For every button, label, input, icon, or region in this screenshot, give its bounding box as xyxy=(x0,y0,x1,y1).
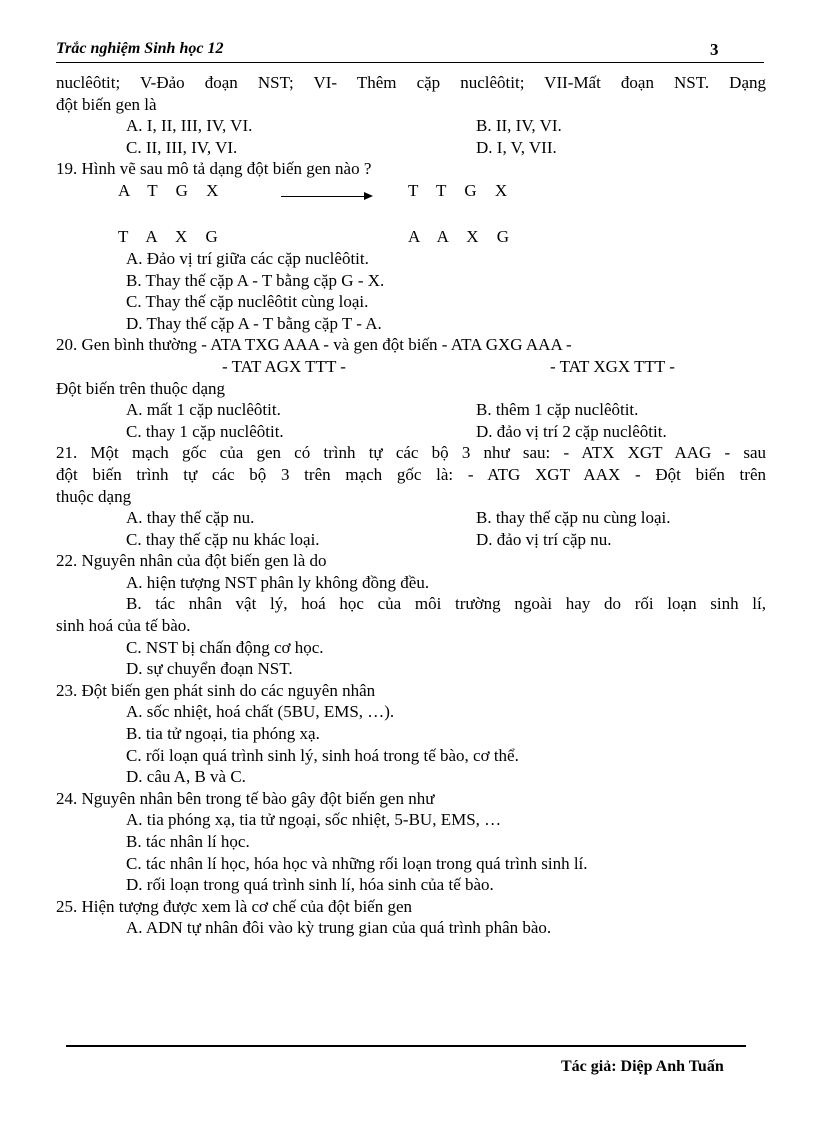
q21-line3: thuộc dạng xyxy=(56,486,132,506)
q25-option-a: A. ADN tự nhân đôi vào kỳ trung gian của quá trình phân bào. xyxy=(126,918,552,938)
q20-option-a: A. mất 1 cặp nuclêôtit. xyxy=(126,400,281,420)
page-header xyxy=(56,36,764,63)
q18-line1: nuclêôtit; V-Đảo đoạn NST; VI- Thêm cặp nuclêôtit; VII-Mất đoạn NST. Dạng xyxy=(56,73,766,92)
q20-option-d: D. đảo vị trí 2 cặp nuclêôtit. xyxy=(476,421,667,441)
q22-stem: 22. Nguyên nhân của đột biến gen là do xyxy=(56,551,327,571)
q25-stem: 25. Hiện tượng được xem là cơ chế của đột biến gen xyxy=(56,896,413,916)
q19-dna-top xyxy=(56,180,766,206)
document-body xyxy=(56,72,766,939)
q21-options-cd xyxy=(56,529,766,551)
q19-top-right: T T G X xyxy=(408,180,515,200)
q19-bottom-left: T A X G xyxy=(118,226,225,246)
q21-options-ab xyxy=(56,507,766,529)
q20-options-cd xyxy=(56,421,766,443)
footer-author: Tác giả: Diệp Anh Tuấn xyxy=(561,1058,724,1075)
q18-option-d: D. I, V, VII. xyxy=(476,137,557,157)
q20-option-c: C. thay 1 cặp nuclêôtit. xyxy=(126,421,284,441)
q23-option-c: C. rối loạn quá trình sinh lý, sinh hoá trong tế bào, cơ thể. xyxy=(126,745,519,765)
q20-options-ab xyxy=(56,399,766,421)
q22-option-c: C. NST bị chấn động cơ học. xyxy=(126,637,324,657)
q20-line2-right: - TAT XGX TTT - xyxy=(550,356,675,376)
q24-option-c: C. tác nhân lí học, hóa học và những rối loạn trong quá trình sinh lí. xyxy=(126,853,588,873)
q21-option-c: C. thay thế cặp nu khác loại. xyxy=(126,529,320,549)
q19-option-a: A. Đảo vị trí giữa các cặp nuclêôtit. xyxy=(126,248,369,268)
q19-option-c: C. Thay thế cặp nuclêôtit cùng loại. xyxy=(126,292,369,312)
q18-option-b: B. II, IV, VI. xyxy=(476,116,562,136)
q21-option-a: A. thay thế cặp nu. xyxy=(126,508,255,528)
q20-stem: 20. Gen bình thường - ATA TXG AAA - và gen đột biến - ATA GXG AAA - xyxy=(56,335,572,355)
q23-stem: 23. Đột biến gen phát sinh do các nguyên nhân xyxy=(56,680,376,700)
q20-line3: Đột biến trên thuộc dạng xyxy=(56,378,226,398)
q22-option-b-line1: B. tác nhân vật lý, hoá học của môi trường ngoài hay do rối loạn sinh lí, xyxy=(126,594,766,614)
q24-option-d: D. rối loạn trong quá trình sinh lí, hóa sinh của tế bào. xyxy=(126,875,494,895)
q23-option-b: B. tia tử ngoại, tia phóng xạ. xyxy=(126,724,320,744)
q19-option-d: D. Thay thế cặp A - T bằng cặp T - A. xyxy=(126,313,382,333)
page-number: 3 xyxy=(710,40,719,59)
q21-line2: đột biến trình tự các bộ 3 trên mạch gốc là: - ATG XGT AAX - Đột biến trên xyxy=(56,464,766,484)
arrow-right-icon xyxy=(281,196,371,197)
q18-option-a: A. I, II, III, IV, VI. xyxy=(126,116,253,136)
q18-options-ab xyxy=(56,115,766,137)
q19-dna-bottom xyxy=(56,226,766,248)
q19-top-left: A T G X xyxy=(118,180,226,200)
q19-bottom-right: A A X G xyxy=(408,226,517,246)
q23-option-a: A. sốc nhiệt, hoá chất (5BU, EMS, …). xyxy=(126,702,395,722)
q19-stem: 19. Hình vẽ sau mô tả dạng đột biến gen nào ? xyxy=(56,159,372,179)
q22-option-b-line2: sinh hoá của tế bào. xyxy=(56,616,191,636)
q21-option-b: B. thay thế cặp nu cùng loại. xyxy=(476,508,671,528)
q24-option-b: B. tác nhân lí học. xyxy=(126,832,250,851)
q18-option-c: C. II, III, IV, VI. xyxy=(126,137,238,157)
q20-line2-left: - TAT AGX TTT - xyxy=(222,356,346,376)
q22-option-a: A. hiện tượng NST phân ly không đồng đều. xyxy=(126,572,430,592)
q20-line2 xyxy=(56,356,766,378)
q22-option-d: D. sự chuyển đoạn NST. xyxy=(126,659,293,679)
q24-stem: 24. Nguyên nhân bên trong tế bào gây đột biến gen như xyxy=(56,788,435,808)
q19-option-b: B. Thay thế cặp A - T bằng cặp G - X. xyxy=(126,270,385,290)
q18-options-cd xyxy=(56,137,766,159)
footer-divider xyxy=(66,1045,746,1047)
q20-option-b: B. thêm 1 cặp nuclêôtit. xyxy=(476,400,639,420)
q24-option-a: A. tia phóng xạ, tia tử ngoại, sốc nhiệt, 5-BU, EMS, … xyxy=(126,810,502,830)
q21-option-d: D. đảo vị trí cặp nu. xyxy=(476,529,612,549)
q21-line1: 21. Một mạch gốc của gen có trình tự các bộ 3 như sau: - ATX XGT AAG - sau xyxy=(56,443,766,463)
q18-line2: đột biến gen là xyxy=(56,94,157,114)
q23-option-d: D. câu A, B và C. xyxy=(126,767,246,787)
header-title: Trắc nghiệm Sinh học 12 xyxy=(56,40,224,57)
